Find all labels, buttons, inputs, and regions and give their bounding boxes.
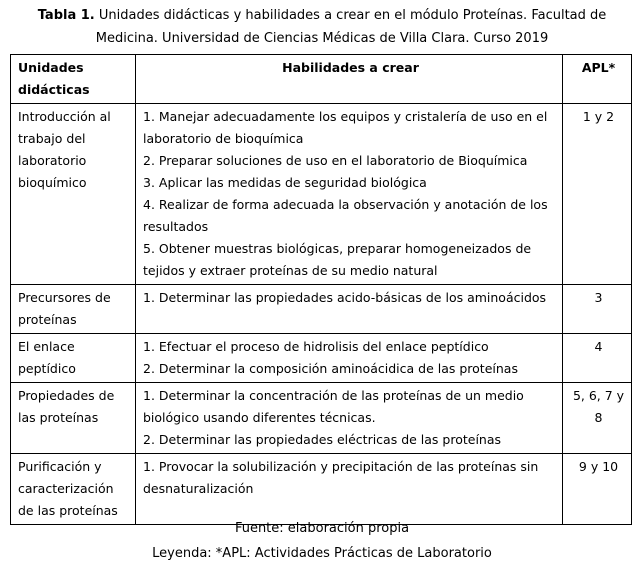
header-row xyxy=(11,55,632,104)
skill-item: 1. Efectuar el proceso de hidrolisis del enlace peptídico xyxy=(143,339,489,354)
skills-cell xyxy=(136,285,563,334)
table-row xyxy=(11,104,632,285)
unit-cell: Precursores de proteínas xyxy=(11,285,136,334)
skills-cell xyxy=(136,383,563,454)
skills-cell xyxy=(136,454,563,525)
header-skills: Habilidades a crear xyxy=(136,55,563,104)
table-row xyxy=(11,454,632,525)
apl-cell: 3 xyxy=(563,285,632,334)
unit-cell: Introducción al trabajo del laboratorio bioquímico xyxy=(11,104,136,285)
apl-cell: 5, 6, 7 y 8 xyxy=(563,383,632,454)
legend-note: Leyenda: *APL: Actividades Prácticas de Laboratorio xyxy=(152,546,492,561)
apl-cell: 4 xyxy=(563,334,632,383)
skill-item: 2. Preparar soluciones de uso en el laboratorio de Bioquímica xyxy=(143,153,528,168)
table-caption xyxy=(8,4,636,50)
skill-item: 2. Determinar la composición aminoácidica de las proteínas xyxy=(143,361,518,376)
unit-cell: Propiedades de las proteínas xyxy=(11,383,136,454)
header-units: Unidades didácticas xyxy=(11,55,136,104)
skill-item: 3. Aplicar las medidas de seguridad biológica xyxy=(143,175,427,190)
skill-item: 4. Realizar de forma adecuada la observación y anotación de los resultados xyxy=(143,197,548,234)
skill-item: 5. Obtener muestras biológicas, preparar homogeneizados de tejidos y extraer proteínas de su medio natural xyxy=(143,241,532,278)
caption-label: Tabla 1. xyxy=(37,8,95,23)
skills-cell xyxy=(136,334,563,383)
skill-item: 1. Determinar las propiedades acido-básicas de los aminoácidos xyxy=(143,290,547,305)
apl-cell: 1 y 2 xyxy=(563,104,632,285)
source-note: Fuente: elaboración propia xyxy=(234,521,410,536)
header-apl: APL* xyxy=(563,55,632,104)
skill-item: 1. Provocar la solubilización y precipitación de las proteínas sin desnaturalización xyxy=(143,459,539,496)
unit-cell: El enlace peptídico xyxy=(11,334,136,383)
skill-item: 2. Determinar las propiedades eléctricas de las proteínas xyxy=(143,432,502,447)
skills-table xyxy=(10,54,632,525)
table-row xyxy=(11,285,632,334)
table-row xyxy=(11,383,632,454)
unit-cell: Purificación y caracterización de las proteínas xyxy=(11,454,136,525)
apl-cell: 9 y 10 xyxy=(563,454,632,525)
caption-text: Unidades didácticas y habilidades a crear en el módulo Proteínas. Facultad de Medicina. Universidad de Ciencias Médicas de Villa Clara. Curso 2019 xyxy=(95,8,607,46)
table-row xyxy=(11,334,632,383)
skill-item: 1. Manejar adecuadamente los equipos y cristalería de uso en el laboratorio de bioquímica xyxy=(143,109,548,146)
skills-cell xyxy=(136,104,563,285)
skill-item: 1. Determinar la concentración de las proteínas de un medio biológico usando diferentes técnicas. xyxy=(143,388,524,425)
